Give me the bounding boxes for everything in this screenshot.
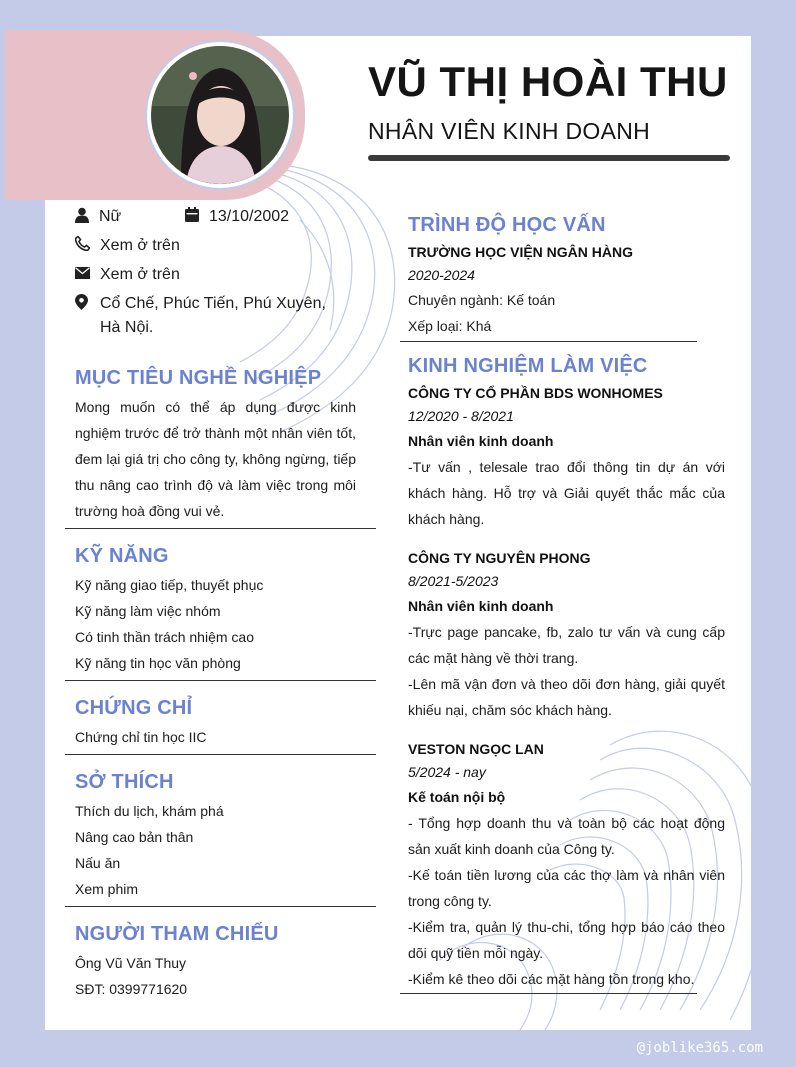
objective-text: Mong muốn có thể áp dụng được kinh nghiệm trước để trở thành một nhân viên tốt, đem lại giá trị cho công ty, không ngừng, tiếp thu nâng cao trình độ và làm việc trong môi trường hoà đồng vui vẻ. xyxy=(75,399,356,519)
job-period: 12/2020 - 8/2021 xyxy=(408,408,514,424)
job-company: CÔNG TY NGUYÊN PHONG xyxy=(408,550,591,566)
experience-heading: KINH NGHIỆM LÀM VIỆC xyxy=(408,355,648,377)
gender-row xyxy=(75,205,121,229)
title-underline xyxy=(368,155,730,161)
user-icon xyxy=(75,207,89,223)
education-grade: Xếp loại: Khá xyxy=(408,318,492,334)
phone-icon xyxy=(75,236,90,251)
watermark: @joblike365.com xyxy=(636,1040,763,1056)
job-company: CÔNG TY CỔ PHẦN BDS WONHOMES xyxy=(408,385,663,401)
calendar-icon xyxy=(185,207,199,222)
skill-item: Kỹ năng làm việc nhóm xyxy=(75,603,221,619)
objective-heading: MỤC TIÊU NGHỀ NGHIỆP xyxy=(75,367,322,389)
reference-item: SĐT: 0399771620 xyxy=(75,981,188,997)
birthdate-row xyxy=(185,205,289,229)
skill-item: Có tinh thần trách nhiệm cao xyxy=(75,629,254,645)
education-major: Chuyên ngành: Kế toán xyxy=(408,292,556,308)
skill-item: Kỹ năng tin học văn phòng xyxy=(75,655,241,671)
section-divider xyxy=(65,680,376,681)
section-divider xyxy=(65,528,376,529)
location-icon xyxy=(75,294,88,310)
education-heading: TRÌNH ĐỘ HỌC VẤN xyxy=(408,214,606,236)
gender-text: Nữ xyxy=(99,208,122,225)
job-company: VESTON NGỌC LAN xyxy=(408,741,544,757)
skill-item: Kỹ năng giao tiếp, thuyết phục xyxy=(75,577,264,593)
job-detail: -Kế toán tiền lương của các thợ làm và nhân viên trong công ty. xyxy=(408,867,725,909)
hobby-item: Xem phim xyxy=(75,881,139,897)
job-detail: -Trực page pancake, fb, zalo tư vấn và cung cấp các mặt hàng về thời trang. xyxy=(408,624,725,666)
hobby-item: Nâng cao bản thân xyxy=(75,829,194,845)
email-row xyxy=(75,263,180,287)
skills-heading: KỸ NĂNG xyxy=(75,545,169,567)
education-period: 2020-2024 xyxy=(408,267,475,283)
candidate-name: VŨ THỊ HOÀI THU xyxy=(368,58,728,105)
job-period: 8/2021-5/2023 xyxy=(408,573,499,589)
job-role: Nhân viên kinh doanh xyxy=(408,598,554,614)
avatar xyxy=(151,46,289,184)
certificate-item: Chứng chỉ tin học IIC xyxy=(75,729,207,745)
job-detail: -Kiểm kê theo dõi các mặt hàng tồn trong kho. xyxy=(408,971,695,987)
section-divider xyxy=(400,341,697,342)
address-row xyxy=(75,292,350,340)
section-divider xyxy=(65,754,376,755)
hobby-item: Nấu ăn xyxy=(75,855,121,871)
hobbies-heading: SỞ THÍCH xyxy=(75,771,174,793)
job-detail: -Tư vấn , telesale trao đổi thông tin dự án với khách hàng. Hỗ trợ và Giải quyết thắc mắc của khách hàng. xyxy=(408,459,725,527)
school-name: TRƯỜNG HỌC VIỆN NGÂN HÀNG xyxy=(408,244,634,260)
job-detail: -Lên mã vận đơn và theo dõi đơn hàng, giải quyết khiếu nại, chăm sóc khách hàng. xyxy=(408,676,725,718)
birthdate-text: 13/10/2002 xyxy=(209,208,290,225)
avatar-photo xyxy=(151,46,289,184)
phone-text: Xem ở trên xyxy=(100,237,180,254)
references-heading: NGƯỜI THAM CHIẾU xyxy=(75,923,279,945)
certificates-heading: CHỨNG CHỈ xyxy=(75,697,193,719)
section-divider xyxy=(400,993,697,994)
section-divider xyxy=(65,906,376,907)
address-text: Cổ Chế, Phúc Tiến, Phú Xuyên, Hà Nội. xyxy=(100,295,326,336)
envelope-icon xyxy=(75,267,90,280)
email-text: Xem ở trên xyxy=(100,266,180,283)
job-detail: -Kiểm tra, quản lý thu-chi, tổng hợp báo cáo theo dõi quỹ tiền mỗi ngày. xyxy=(408,919,725,961)
job-period: 5/2024 - nay xyxy=(408,764,486,780)
hobby-item: Thích du lịch, khám phá xyxy=(75,803,224,819)
job-role: Kế toán nội bộ xyxy=(408,789,506,805)
phone-row xyxy=(75,234,180,258)
reference-item: Ông Vũ Văn Thuy xyxy=(75,955,187,971)
job-detail: - Tổng hợp doanh thu và toàn bộ các hoạt động sản xuất kinh doanh của Công ty. xyxy=(408,815,725,857)
job-title: NHÂN VIÊN KINH DOANH xyxy=(368,118,651,144)
job-role: Nhân viên kinh doanh xyxy=(408,433,554,449)
